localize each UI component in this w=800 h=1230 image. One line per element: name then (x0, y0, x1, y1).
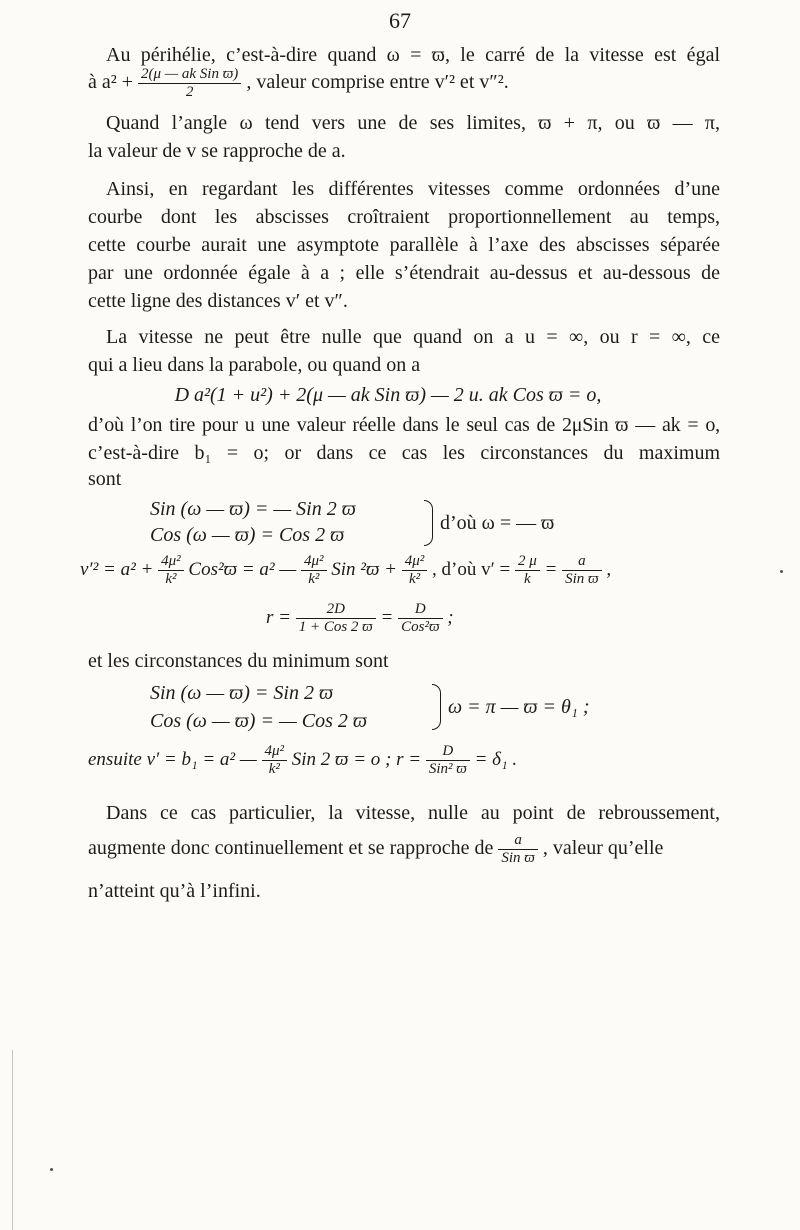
paragraph-line: c’est-à-dire b₁ = o; or dans ce cas les circonstances du maximum (88, 442, 720, 464)
paragraph-line: cette courbe aurait une asymptote parallèle à l’axe des abscisses séparée (88, 234, 720, 256)
page-number: 67 (389, 8, 411, 33)
fraction-numerator: D (398, 601, 442, 619)
paragraph-line: La vitesse ne peut être nulle que quand on a u = ∞, ou r = ∞, ce (106, 326, 720, 348)
fraction-numerator: 4μ² (262, 743, 288, 761)
equation-sin: Sin (ω — ϖ) = Sin 2 ϖ (150, 682, 334, 704)
text-fragment: ; (447, 607, 454, 628)
fraction-denominator: k² (268, 761, 280, 778)
text-fragment: , d’où v′ = (432, 559, 511, 580)
ink-speck (780, 570, 783, 573)
fraction (158, 553, 184, 588)
paragraph-line: sont (88, 468, 122, 490)
velocity-equation (80, 548, 611, 592)
fraction-denominator: k² (408, 571, 421, 588)
fraction-numerator: 2 μ (515, 553, 540, 571)
text-fragment: v′² = a² + (80, 559, 154, 580)
fraction (301, 553, 327, 588)
fraction-denominator: 2 (185, 83, 194, 100)
fraction-denominator: k (524, 571, 531, 588)
ink-speck (50, 1168, 53, 1171)
fraction-numerator: 4μ² (301, 553, 327, 571)
display-equation: D a²(1 + u²) + 2(μ — ak Sin ϖ) — 2 u. ak Cos ϖ = o, (174, 384, 602, 406)
text-fragment: Sin ²ϖ + (331, 559, 397, 580)
fraction-denominator: Sin ϖ (565, 571, 599, 588)
brace-result: d’où ω = — ϖ (440, 512, 555, 534)
fraction-numerator: 2(μ — ak Sin ϖ) (138, 66, 241, 84)
fraction-numerator: 4μ² (402, 553, 428, 571)
fraction-denominator: Cos²ϖ (401, 619, 440, 636)
text-fragment: , (606, 559, 612, 580)
fraction-numerator: 4μ² (158, 553, 184, 571)
fraction-numerator: a (562, 553, 602, 571)
fraction-denominator: 1 + Cos 2 ϖ (298, 619, 373, 636)
text-fragment: = δ₁ . (474, 749, 518, 770)
minimum-equation (88, 738, 517, 782)
paragraph-line-with-fraction (88, 62, 720, 102)
paragraph-line: Ainsi, en regardant les différentes vitesses comme ordonnées d’une (106, 178, 720, 200)
right-brace (432, 684, 441, 730)
fraction-numerator: D (426, 743, 470, 761)
paragraph-line: Dans ce cas particulier, la vitesse, nulle au point de rebroussement, (106, 802, 720, 824)
right-brace (424, 500, 433, 546)
text-fragment: , valeur qu’elle (542, 837, 664, 859)
equation-cos: Cos (ω — ϖ) = Cos 2 ϖ (150, 524, 345, 546)
text-fragment: = (380, 607, 394, 628)
text-fragment: , valeur comprise entre v′² et v″². (246, 71, 509, 93)
margin-mark (12, 1050, 13, 1230)
brace-result: ω = π — ϖ = θ₁ ; (448, 696, 590, 718)
fraction (262, 743, 288, 778)
paragraph-line: par une ordonnée égale à a ; elle s’étendrait au-dessus et au-dessous de (88, 262, 720, 284)
fraction-numerator: 2D (296, 601, 376, 619)
paragraph-line: qui a lieu dans la parabole, ou quand on a (88, 354, 421, 376)
fraction-denominator: Sin² ϖ (428, 761, 467, 778)
paragraph-line: cette ligne des distances v′ et v″. (88, 290, 348, 312)
radius-equation (266, 596, 454, 640)
fraction (562, 553, 602, 588)
paragraph-line: n’atteint qu’à l’infini. (88, 880, 261, 902)
fraction-denominator: k² (308, 571, 320, 588)
fraction (138, 66, 241, 101)
text-fragment: = (544, 559, 558, 580)
text-fragment: ensuite v′ = b₁ = a² — (88, 749, 257, 770)
text-fragment: Sin 2 ϖ = o ; r = (291, 749, 422, 770)
fraction (498, 832, 538, 867)
text-fragment: augmente donc continuellement et se rapproche de (88, 837, 494, 859)
fraction-denominator: k² (165, 571, 177, 588)
equation-cos: Cos (ω — ϖ) = — Cos 2 ϖ (150, 710, 367, 732)
fraction (398, 601, 442, 636)
paragraph-line-with-fraction (88, 826, 720, 870)
text-fragment: r = (266, 607, 291, 628)
paragraph-line: Au périhélie, c’est-à-dire quand ω = ϖ, le carré de la vitesse est égal (106, 44, 720, 66)
fraction (426, 743, 470, 778)
fraction (515, 553, 540, 588)
text-fragment: Cos²ϖ = a² — (188, 559, 297, 580)
paragraph-line: la valeur de v se rapproche de a. (88, 140, 346, 162)
text-fragment: à a² + (88, 71, 134, 93)
fraction (402, 553, 428, 588)
paragraph-line: et les circonstances du minimum sont (88, 650, 389, 672)
fraction-numerator: a (498, 832, 538, 850)
paragraph-line: d’où l’on tire pour u une valeur réelle dans le seul cas de 2μSin ϖ — ak = o, (88, 414, 720, 436)
fraction (296, 601, 376, 636)
equation-sin: Sin (ω — ϖ) = — Sin 2 ϖ (150, 498, 356, 520)
paragraph-line: courbe dont les abscisses croîtraient proportionnellement au temps, (88, 206, 720, 228)
fraction-denominator: Sin ϖ (501, 849, 535, 866)
paragraph-line: Quand l’angle ω tend vers une de ses limites, ϖ + π, ou ϖ — π, (106, 112, 720, 134)
